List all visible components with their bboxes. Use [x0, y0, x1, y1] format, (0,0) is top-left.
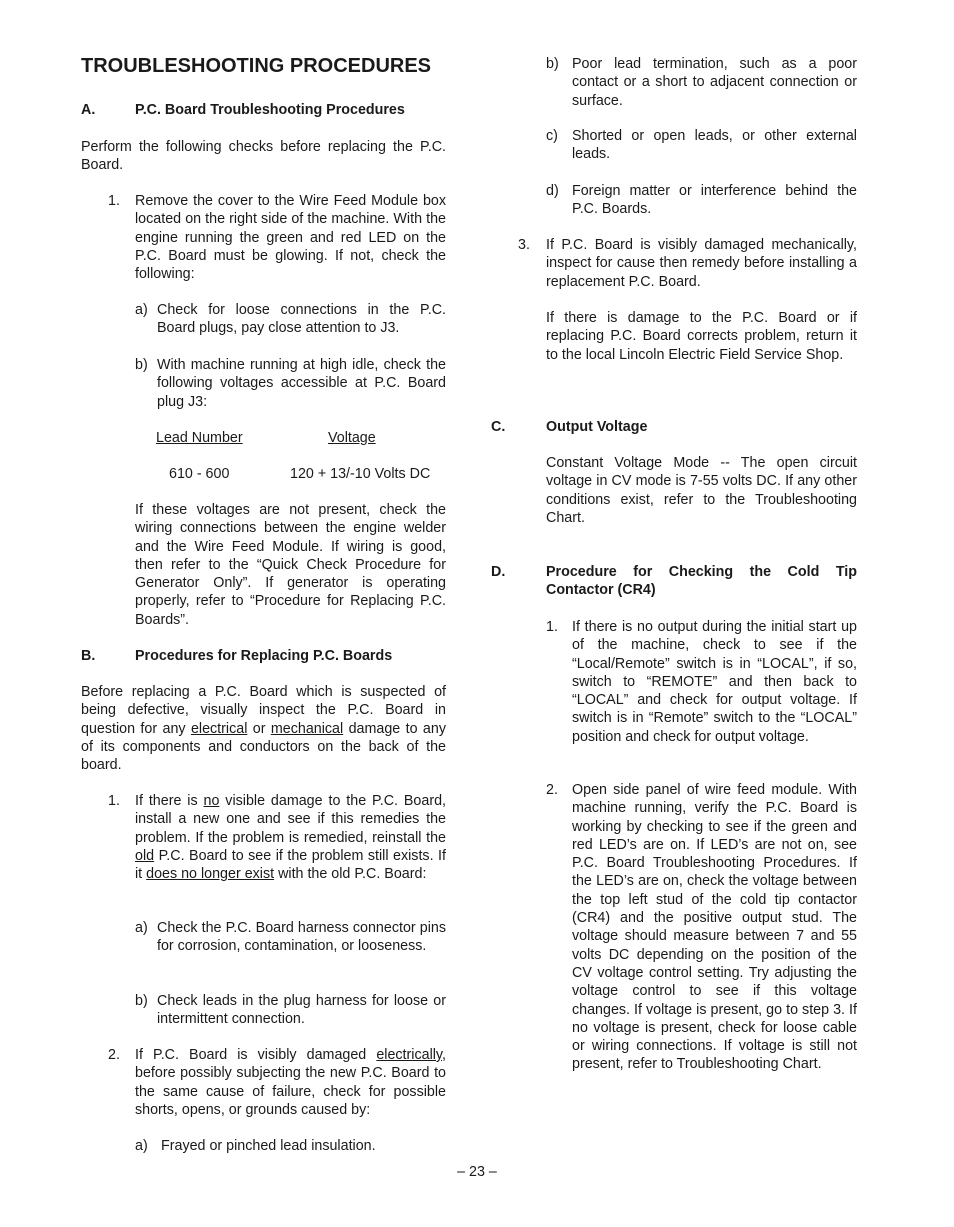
- section-b-title: Procedures for Replacing P.C. Boards: [135, 648, 393, 664]
- section-a-step1-number: 1.: [108, 193, 120, 209]
- section-b-s2b-label: b): [546, 56, 559, 72]
- section-b-step2-part1: If P.C. Board is visibly damaged: [135, 1047, 377, 1063]
- section-b-step2-number: 2.: [108, 1047, 120, 1063]
- section-b-intro-mechanical: mechanical: [270, 720, 344, 737]
- section-a-step1-text: Remove the cover to the Wire Feed Module box located on the right side of the machine. With the engine running the green and red LED on the P.C. Board must be glowing. If not, check the following:: [135, 193, 446, 283]
- section-b-s1b-text: Check leads in the plug harness for loose or intermittent connection.: [157, 993, 446, 1028]
- section-b-intro: [81, 683, 446, 774]
- section-b-intro-part2: or: [247, 720, 271, 737]
- page-number: – 23 –: [457, 1164, 497, 1180]
- section-b-s2b-text: Poor lead termination, such as a poor contact or a short to adjacent connection or surface.: [572, 56, 857, 109]
- section-c-title: Output Voltage: [546, 419, 648, 435]
- section-b-step1-part1: If there is: [135, 793, 204, 809]
- section-b-intro-electrical: electrical: [190, 720, 248, 737]
- voltage-table-header-voltage: Voltage: [328, 430, 376, 446]
- section-b-s1a-label: a): [135, 920, 148, 936]
- section-b-s2d-text: Foreign matter or interference behind the P.C. Boards.: [572, 183, 857, 218]
- page-title: TROUBLESHOOTING PROCEDURES: [81, 55, 432, 77]
- section-b-step1-no: no: [203, 793, 220, 809]
- section-a-title: P.C. Board Troubleshooting Procedures: [135, 102, 405, 118]
- section-b-step2-text: [135, 1046, 446, 1119]
- section-b-letter: B.: [81, 648, 96, 664]
- section-a-item-a-text: Check for loose connections in the P.C. Board plugs, pay close attention to J3.: [157, 302, 446, 337]
- section-b-step1-old: old: [135, 847, 155, 864]
- section-b-step1-part4: with the old P.C. Board:: [274, 866, 427, 883]
- section-b-step2-part2: , before possibly subjecting the new P.C. Board to the same cause of failure, check for possible shorts, opens, or grounds caused by:: [135, 1047, 446, 1118]
- section-d-step1-number: 1.: [546, 619, 558, 635]
- section-a-item-a-label: a): [135, 302, 148, 318]
- section-d-step1-text: If there is no output during the initial start up of the machine, check to see if the “Local/Remote” switch is in “LOCAL”, if so, switch to “REMOTE” and then back to “LOCAL” and check for output voltage. If switch is in “Remote” switch to the “LOCAL” position and check for output voltage.: [572, 619, 857, 745]
- section-d-letter: D.: [491, 564, 506, 580]
- section-b-step1-number: 1.: [108, 793, 120, 809]
- section-b-s2a-label: a): [135, 1138, 148, 1154]
- section-a-letter: A.: [81, 102, 96, 118]
- section-b-step1-no-longer: does no longer exist: [146, 866, 275, 883]
- section-b-step2-electrically: electrically: [376, 1047, 443, 1063]
- section-b-s1b-label: b): [135, 993, 148, 1009]
- section-b-step1-text: [135, 792, 446, 883]
- section-d-step2-number: 2.: [546, 782, 558, 798]
- section-a-item-b-label: b): [135, 357, 148, 373]
- voltage-table-cell-lead: 610 - 600: [169, 466, 230, 482]
- section-b-s1a-text: Check the P.C. Board harness connector pins for corrosion, contamination, or looseness.: [157, 920, 446, 955]
- section-b-step1-part2: visible damage to the P.C. Board, install a new one and see if this remedies the problem. If the problem is remedied, reinstall the: [135, 793, 446, 846]
- section-b-intro-part1: Before replacing a P.C. Board which is suspected of being defective, visually inspect the P.C. Board in question for any: [81, 684, 446, 737]
- voltage-table-cell-voltage: 120 + 13/-10 Volts DC: [290, 466, 431, 482]
- section-a-item-b-text: With machine running at high idle, check the following voltages accessible at P.C. Board plug J3:: [157, 357, 446, 410]
- section-b-s2a-text: Frayed or pinched lead insulation.: [161, 1138, 376, 1154]
- section-b-step3-number: 3.: [518, 237, 530, 253]
- section-d-step2-text: Open side panel of wire feed module. With machine running, verify the P.C. Board is working by checking to see if the green and red LED’s are on. If LED’s are not on, see P.C. Board Troubleshooting Procedures. If the LED’s are on, check the voltage between the top left stud of the cold tip contactor (CR4) and the positive output stud. The voltage should measure between 7 and 55 volts DC depending on the position of the CV voltage control setting. Try adjusting the voltage control to see if this voltage changes. If voltage is present, go to step 3. If no voltage is present, check for loose cable or wiring connections. If voltage is still not present, refer to Troubleshooting Chart.: [572, 782, 857, 1073]
- section-b-step3-return-text: If there is damage to the P.C. Board or if replacing P.C. Board corrects problem, return it to the local Lincoln Electric Field Service Shop.: [546, 310, 857, 363]
- section-b-s2c-text: Shorted or open leads, or other external leads.: [572, 128, 857, 163]
- section-b-step1-part3: P.C. Board to see if the problem still exists. If it: [135, 847, 446, 883]
- section-b-intro-part3: damage to any of its components and conductors on the back of the board.: [81, 720, 446, 774]
- section-d-title: Procedure for Checking the Cold Tip Contactor (CR4): [546, 564, 857, 599]
- voltage-table-header-lead: Lead Number: [156, 430, 243, 446]
- section-c-text: Constant Voltage Mode -- The open circuit voltage in CV mode is 7-55 volts DC. If any other conditions exist, refer to the Troubleshooting Chart.: [546, 455, 857, 526]
- section-c-letter: C.: [491, 419, 506, 435]
- section-b-step3-text: If P.C. Board is visibly damaged mechanically, inspect for cause then remedy before installing a replacement P.C. Board.: [546, 237, 857, 290]
- section-b-s2c-label: c): [546, 128, 558, 144]
- section-a-intro: Perform the following checks before replacing the P.C. Board.: [81, 139, 446, 174]
- section-b-s2d-label: d): [546, 183, 559, 199]
- section-a-note: If these voltages are not present, check the wiring connections between the engine welder and the Wire Feed Module. If wiring is good, then refer to the “Quick Check Procedure for Generator Only”. If generator is operating properly, refer to “Procedure for Replacing P.C. Boards”.: [135, 502, 446, 628]
